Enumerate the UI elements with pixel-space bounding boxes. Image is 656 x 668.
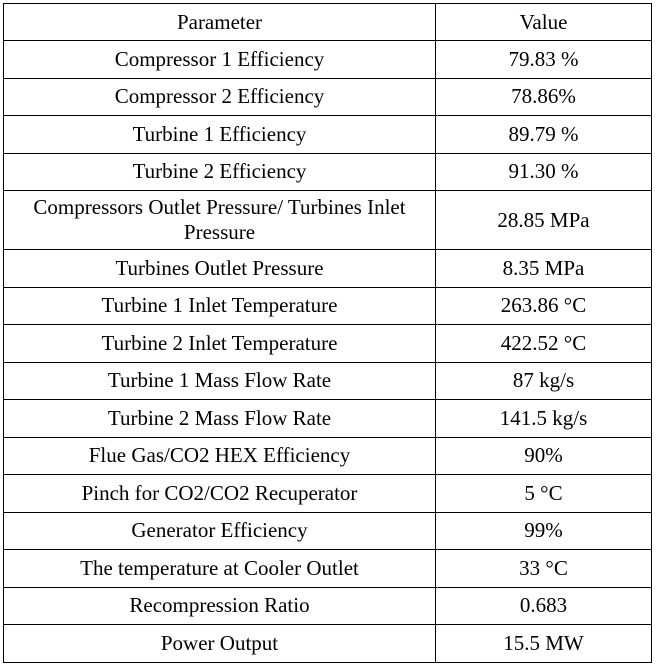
table-row	[4, 325, 652, 363]
value-cell: 141.5 kg/s	[436, 400, 652, 438]
table-row	[4, 191, 652, 250]
parameter-cell: Turbine 1 Mass Flow Rate	[4, 362, 436, 400]
value-cell: 79.83 %	[436, 41, 652, 79]
table-row	[4, 475, 652, 513]
value-cell: 5 °C	[436, 475, 652, 513]
parameter-cell: Turbines Outlet Pressure	[4, 250, 436, 288]
table-row	[4, 250, 652, 288]
value-cell: 28.85 MPa	[436, 191, 652, 250]
value-cell: 89.79 %	[436, 116, 652, 154]
value-cell: 90%	[436, 437, 652, 475]
table-row	[4, 362, 652, 400]
parameters-table	[3, 3, 652, 663]
value-cell: 422.52 °C	[436, 325, 652, 363]
value-cell: 99%	[436, 512, 652, 550]
parameter-cell: Power Output	[4, 625, 436, 663]
parameter-cell: Flue Gas/CO2 HEX Efficiency	[4, 437, 436, 475]
parameter-cell: Recompression Ratio	[4, 587, 436, 625]
parameter-cell: Compressor 2 Efficiency	[4, 78, 436, 116]
parameter-cell: The temperature at Cooler Outlet	[4, 550, 436, 588]
table-row	[4, 116, 652, 154]
header-value: Value	[436, 4, 652, 41]
table-row	[4, 153, 652, 191]
table-row	[4, 625, 652, 663]
parameter-cell: Turbine 2 Efficiency	[4, 153, 436, 191]
value-cell: 33 °C	[436, 550, 652, 588]
parameter-cell: Turbine 1 Efficiency	[4, 116, 436, 154]
table-row	[4, 512, 652, 550]
table-row	[4, 437, 652, 475]
value-cell: 263.86 °C	[436, 287, 652, 325]
parameter-cell: Compressor 1 Efficiency	[4, 41, 436, 79]
table-row	[4, 550, 652, 588]
table-row	[4, 400, 652, 438]
parameter-cell: Turbine 2 Inlet Temperature	[4, 325, 436, 363]
value-cell: 91.30 %	[436, 153, 652, 191]
value-cell: 87 kg/s	[436, 362, 652, 400]
value-cell: 8.35 MPa	[436, 250, 652, 288]
parameter-cell: Compressors Outlet Pressure/ Turbines Inlet Pressure	[4, 191, 436, 250]
table-row	[4, 587, 652, 625]
parameter-cell: Pinch for CO2/CO2 Recuperator	[4, 475, 436, 513]
value-cell: 78.86%	[436, 78, 652, 116]
table-header-row	[4, 4, 652, 41]
table-row	[4, 78, 652, 116]
table-row	[4, 287, 652, 325]
table-row	[4, 41, 652, 79]
header-parameter: Parameter	[4, 4, 436, 41]
parameter-cell: Turbine 1 Inlet Temperature	[4, 287, 436, 325]
parameter-cell: Turbine 2 Mass Flow Rate	[4, 400, 436, 438]
value-cell: 15.5 MW	[436, 625, 652, 663]
value-cell: 0.683	[436, 587, 652, 625]
parameter-cell: Generator Efficiency	[4, 512, 436, 550]
